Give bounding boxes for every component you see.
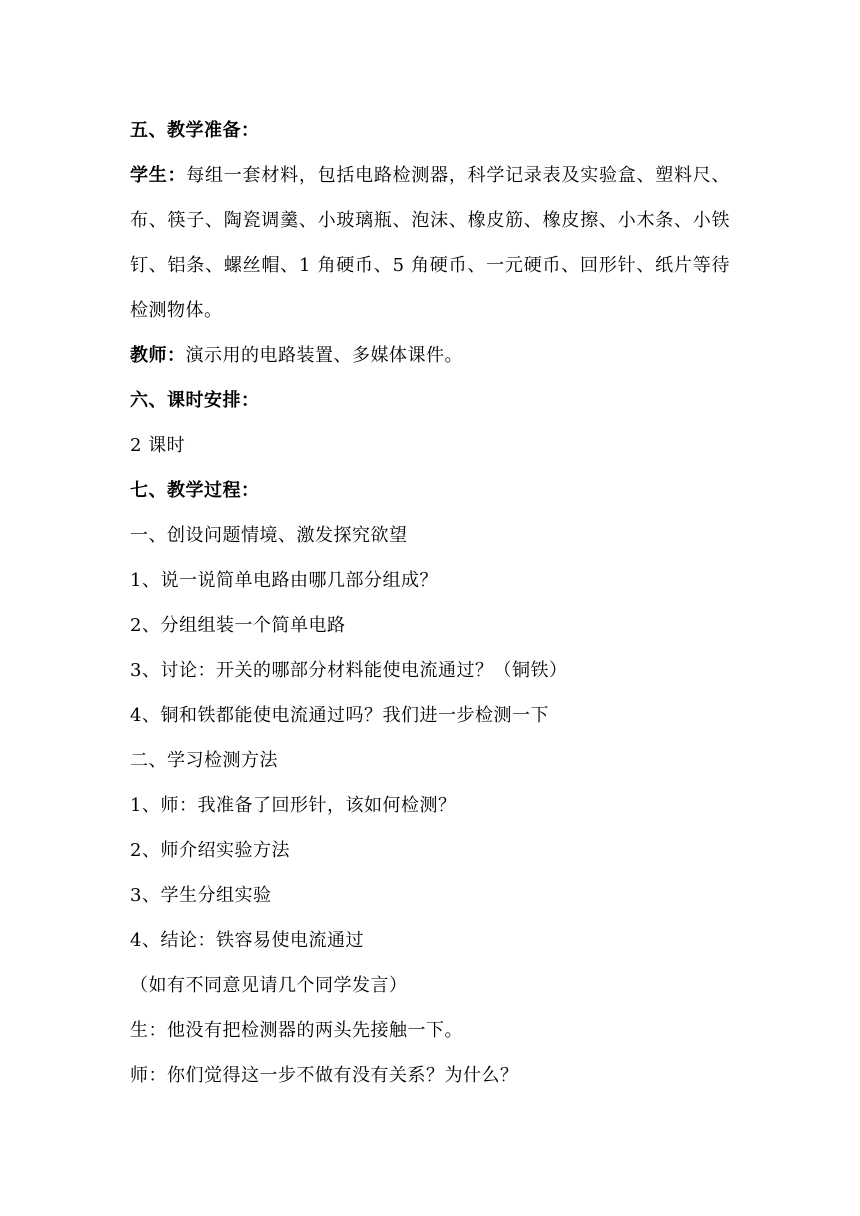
list-item: 1、说一说简单电路由哪几部分组成？ — [130, 570, 438, 591]
list-item: 4、结论：铁容易使电流通过 — [130, 930, 364, 951]
schedule-text: 2 课时 — [130, 435, 186, 456]
teacher-label: 教师： — [130, 345, 186, 366]
list-item: 2、分组组装一个简单电路 — [130, 615, 346, 636]
students-label: 学生： — [130, 165, 187, 186]
part-heading-1: 一、创设问题情境、激发探究欲望 — [130, 525, 408, 546]
list-item: 3、讨论：开关的哪部分材料能使电流通过？（铜铁） — [130, 660, 568, 681]
list-item: 1、师：我准备了回形针，该如何检测？ — [130, 795, 457, 816]
list-item: 3、学生分组实验 — [130, 885, 272, 906]
section-heading-preparation: 五、教学准备： — [130, 120, 260, 141]
teacher-materials-paragraph — [130, 333, 730, 378]
list-item: 4、铜和铁都能使电流通过吗？我们进一步检测一下 — [130, 705, 549, 726]
dialog-line: 师：你们觉得这一步不做有没有关系？为什么？ — [130, 1065, 519, 1086]
list-item: 2、师介绍实验方法 — [130, 840, 290, 861]
section-heading-schedule: 六、课时安排： — [130, 390, 260, 411]
teacher-materials-text: 演示用的电路装置、多媒体课件。 — [185, 345, 463, 366]
dialog-line: 生：他没有把检测器的两头先接触一下。 — [130, 1020, 463, 1041]
students-materials-text: 每组一套材料，包括电路检测器，科学记录表及实验盒、塑料尺、布、筷子、陶瓷调羹、小玻璃瓶、泡沫、橡皮筋、橡皮擦、小木条、小铁钉、铝条、螺丝帽、1 角硬币、5 角硬币、一元硬币、回形针、纸片等待检测物体。 — [130, 165, 731, 321]
students-materials-paragraph — [130, 153, 730, 333]
part-heading-2: 二、学习检测方法 — [130, 750, 278, 771]
document-content — [130, 108, 730, 1098]
section-heading-process: 七、教学过程： — [130, 480, 260, 501]
note-text: （如有不同意见请几个同学发言） — [130, 975, 408, 996]
